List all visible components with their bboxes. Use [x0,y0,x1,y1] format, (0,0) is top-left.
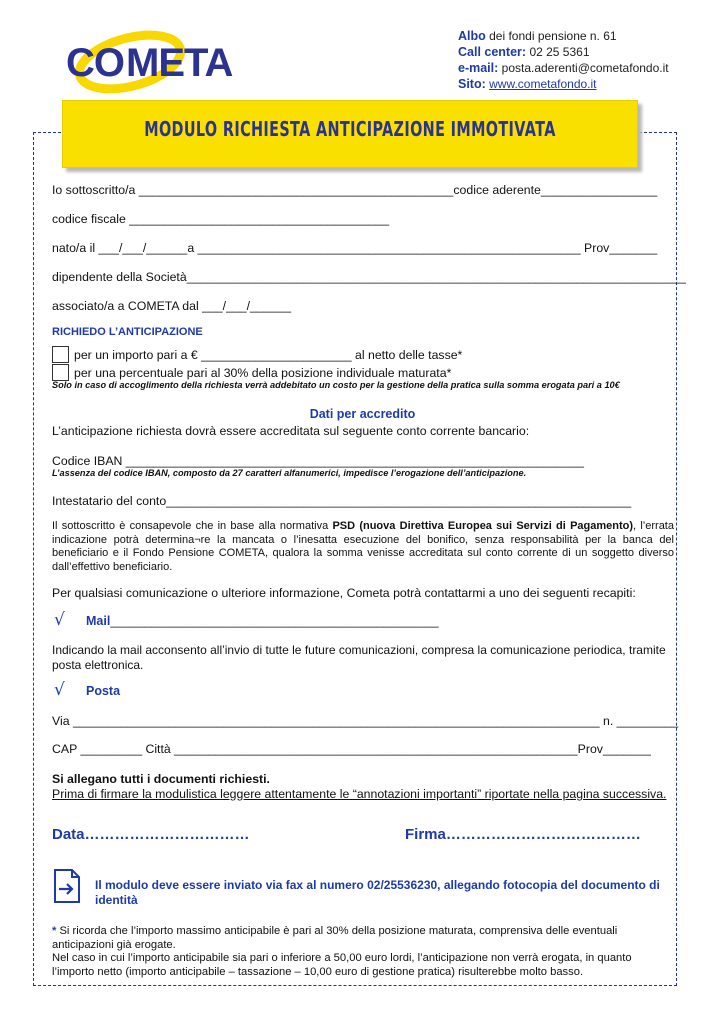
richiedo-heading: RICHIEDO L’ANTICIPAZIONE [52,326,203,338]
intestatario-field[interactable]: Intestatario del conto____________________________________________________________________ [52,494,632,508]
costo-note: Solo in caso di accoglimento della richiesta verrà addebitato un costo per la gestione della pratica sulla somma erogata pari a 10€ [52,380,620,390]
iban-field[interactable]: Codice IBAN ___________________________________________________________________ [52,454,585,468]
site-key: Sito: [458,77,486,91]
mail-label: Mail [86,614,111,628]
contact-block [458,28,669,92]
nascita-field[interactable]: nato/a il ___/___/______a ________________________________________________________ Prov_______ [52,241,658,255]
importo-option-label: per un importo pari a € ______________________ al netto delle tasse* [74,348,463,362]
sottoscritto-field[interactable]: Io sottoscritto/a ______________________________________________codice aderente_________________ [52,183,658,197]
firma-field[interactable]: Firma………………………………… [405,826,641,843]
importo-checkbox[interactable] [52,346,69,363]
mail-consent-text: Indicando la mail acconsento all’invio di tutte le future comunicazioni, compresa la comunicazione periodica, tramite posta elettronica. [52,643,666,672]
accredito-heading: Dati per accredito [309,407,416,421]
mail-field[interactable]: ________________________________________________ [110,614,439,628]
iban-note: L’assenza del codice IBAN, composto da 27 caratteri alfanumerici, impedisce l’erogazione dell’anticipazione. [52,468,527,478]
call-value: 02 25 5361 [529,45,590,59]
footer-note-1: * Si ricorda che l’importo massimo anticipabile è pari al 30% della posizione maturata, comprensiva delle eventuali anticipazioni già erogate. [52,925,618,951]
svg-text:META: META [126,41,233,85]
allegati-bold: Si allegano tutti i documenti richiesti. [52,772,270,786]
allegati-underline: Prima di firmare la modulistica leggere attentamente le “annotazioni importanti” riportate nella pagina successiva. [52,787,667,801]
footer-note-2: Nel caso in cui l’importo anticipabile sia pari o inferiore a 50,00 euro lordi, l’anticipazione non verrà erogata, in quanto l’importo netto (importo anticipabile – tassazione – 10,00 euro di gestione pratica) risulterebbe molto basso. [52,952,632,978]
form-title: MODULO RICHIESTA ANTICIPAZIONE IMMOTIVATA [144,117,556,141]
codice-fiscale-field[interactable]: codice fiscale ______________________________________ [52,212,390,226]
fax-send-icon [52,868,82,904]
data-field[interactable]: Data…………………………… [52,826,250,843]
albo-value: dei fondi pensione n. 61 [489,29,617,43]
svg-text:CO: CO [66,41,124,85]
comunicazioni-intro: Per qualsiasi comunicazione o ulteriore informazione, Cometa potrà contattarmi a uno dei seguenti recapiti: [52,586,636,600]
email-key: e-mail: [458,61,499,75]
posta-label: Posta [86,684,121,698]
site-link[interactable]: www.cometafondo.it [489,77,597,91]
mail-check-icon: √ [54,610,65,630]
title-banner [62,100,638,168]
via-field[interactable]: Via _____________________________________________________________________________ n. _________ [52,714,679,728]
posta-check-icon: √ [54,680,65,700]
call-key: Call center: [458,45,527,59]
percentuale-option-label: per una percentuale pari al 30% della posizione individuale maturata* [74,366,452,380]
percentuale-checkbox[interactable] [52,364,69,381]
albo-key: Albo [458,29,486,43]
email-value[interactable]: posta.aderenti@cometafondo.it [501,61,669,75]
cometa-logo [64,26,244,96]
dipendente-field[interactable]: dipendente della Società_________________________________________________________________________ [52,270,686,284]
fax-instruction: Il modulo deve essere inviato via fax al numero 02/25536230, allegando fotocopia del documento di identità [95,878,660,907]
accredito-intro: L’anticipazione richiesta dovrà essere accreditata sul seguente conto corrente bancario: [52,424,530,438]
psd-paragraph: Il sottoscritto è consapevole che in base alla normativa PSD (nuova Direttiva Europea sui Servizi di Pagamento), l’errata indicazione potrà determina¬re la mancata o l’inesatta esecuzione del bonifico, senza responsabilità per la banca del beneficiario e il Fondo Pensione COMETA, qualora la somma venisse accreditata sul conto corrente di un soggetto diverso dall’effettivo beneficiario. [52,520,674,573]
cap-citta-field[interactable]: CAP _________ Città ___________________________________________________________Prov_______ [52,742,651,756]
associato-field[interactable]: associato/a a COMETA dal ___/___/______ [52,299,292,313]
